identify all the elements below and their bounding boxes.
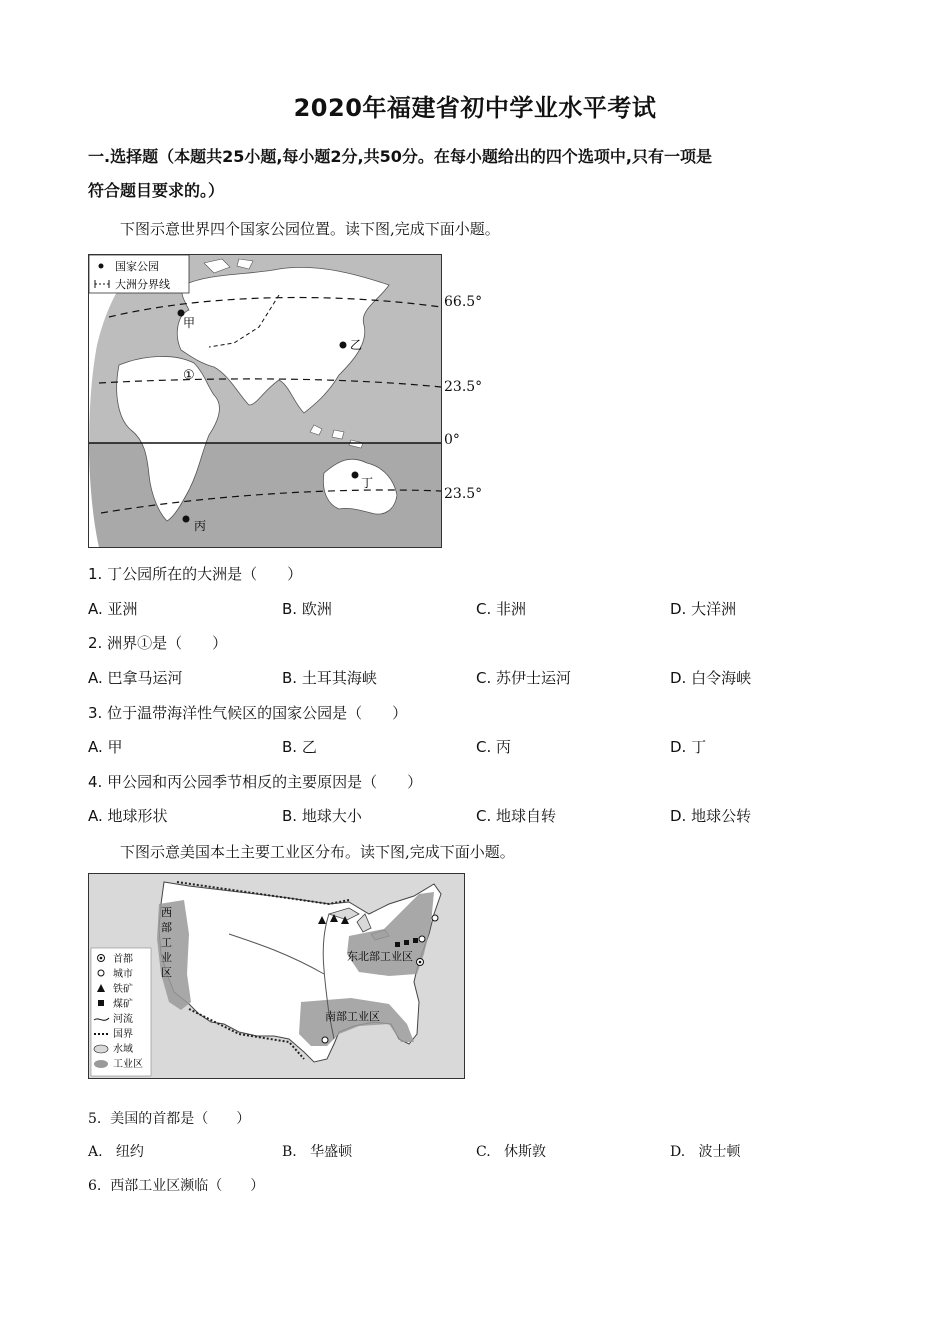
option-a[interactable]: A. 地球形状: [88, 807, 168, 825]
south-region-label: 南部工业区: [325, 1010, 380, 1023]
option-c[interactable]: C. 地球自转: [476, 807, 557, 825]
section-heading: [88, 140, 868, 208]
lat-label-235s: 23.5°: [444, 486, 483, 502]
legend-capital: 首都: [113, 954, 133, 965]
question-text: 洲界①是（ ）: [107, 634, 228, 652]
west-region-label-4: 业: [161, 951, 172, 964]
question-text: 西部工业区濒临（ ）: [110, 1178, 265, 1194]
legend-boundary-label: 大洲分界线: [115, 278, 170, 291]
west-region-label-1: 西: [161, 906, 172, 919]
option-d[interactable]: D. 大洋洲: [670, 600, 737, 618]
question-number: 6.: [88, 1178, 102, 1194]
coal-marker: [395, 942, 400, 947]
park-yi-marker: [340, 342, 347, 349]
park-yi-label: 乙: [350, 338, 363, 352]
option-c[interactable]: C. 非洲: [476, 600, 527, 618]
lat-label-0: 0°: [444, 432, 460, 448]
city-marker: [432, 915, 438, 921]
intro-text-2: 下图示意美国本土主要工业区分布。读下图,完成下面小题。: [120, 843, 515, 861]
question-text: 甲公园和丙公园季节相反的主要原因是（ ）: [107, 773, 423, 791]
option-a[interactable]: A. 甲: [88, 738, 123, 756]
west-region-label-3: 工: [161, 936, 172, 949]
usa-map-figure: [88, 873, 465, 1079]
park-bing-marker: [183, 516, 190, 523]
west-region-label-5: 区: [161, 966, 172, 979]
lat-label-235n: 23.5°: [444, 379, 483, 395]
legend-coal: 煤矿: [113, 999, 133, 1010]
coal-marker: [413, 938, 418, 943]
option-c[interactable]: C. 休斯敦: [476, 1144, 547, 1160]
park-bing-label: 丙: [194, 519, 207, 533]
question-number: 2.: [88, 634, 103, 652]
legend-park-label: 国家公园: [115, 260, 159, 273]
option-a[interactable]: A. 亚洲: [88, 600, 138, 618]
option-b[interactable]: B. 土耳其海峡: [282, 669, 377, 687]
option-b[interactable]: B. 华盛顿: [282, 1144, 353, 1160]
question-number: 5.: [88, 1111, 102, 1127]
city-marker: [419, 936, 425, 942]
park-ding-label: 丁: [361, 476, 374, 490]
world-map: [89, 255, 441, 547]
lat-label-665: 66.5°: [444, 294, 483, 310]
option-d[interactable]: D. 丁: [670, 738, 707, 756]
legend-iron: 铁矿: [113, 984, 133, 995]
west-region-label-2: 部: [161, 921, 172, 934]
option-d[interactable]: D. 白令海峡: [670, 669, 752, 687]
question-text: 位于温带海洋性气候区的国家公园是（ ）: [107, 704, 408, 722]
option-a[interactable]: A. 巴拿马运河: [88, 669, 183, 687]
option-b[interactable]: B. 地球大小: [282, 807, 362, 825]
legend-river: 河流: [113, 1014, 133, 1025]
legend-city: 城市: [113, 969, 133, 980]
option-d[interactable]: D. 波士顿: [670, 1144, 741, 1160]
boundary-marker-1: ①: [183, 368, 195, 383]
park-ding-marker: [352, 472, 359, 479]
section-heading-line2: 符合题目要求的。）: [88, 181, 225, 200]
world-map-figure: [88, 254, 442, 548]
usa-map: [89, 874, 464, 1078]
question-number: 3.: [88, 704, 103, 722]
option-b[interactable]: B. 欧洲: [282, 600, 332, 618]
legend-industrial: 工业区: [113, 1059, 143, 1070]
intro-text-1: 下图示意世界四个国家公园位置。读下图,完成下面小题。: [120, 220, 500, 238]
legend-water: 水域: [113, 1044, 133, 1055]
section-heading-line1: 一.选择题（本题共25小题,每小题2分,共50分。在每小题给出的四个选项中,只有一项是: [88, 147, 712, 166]
question-number: 4.: [88, 773, 103, 791]
page-title: 2020年福建省初中学业水平考试: [293, 94, 657, 122]
legend-border: 国界: [113, 1029, 133, 1040]
option-b[interactable]: B. 乙: [282, 738, 317, 756]
option-a[interactable]: A. 纽约: [88, 1144, 144, 1160]
park-jia-label: 甲: [183, 316, 196, 330]
coal-marker: [404, 940, 409, 945]
city-marker: [322, 1037, 328, 1043]
question-number: 1.: [88, 565, 103, 583]
option-c[interactable]: C. 苏伊士运河: [476, 669, 572, 687]
option-d[interactable]: D. 地球公转: [670, 807, 752, 825]
question-text: 美国的首都是（ ）: [110, 1111, 251, 1127]
option-c[interactable]: C. 丙: [476, 738, 512, 756]
question-text: 丁公园所在的大洲是（ ）: [107, 565, 303, 583]
northeast-region-label: 东北部工业区: [347, 950, 413, 963]
